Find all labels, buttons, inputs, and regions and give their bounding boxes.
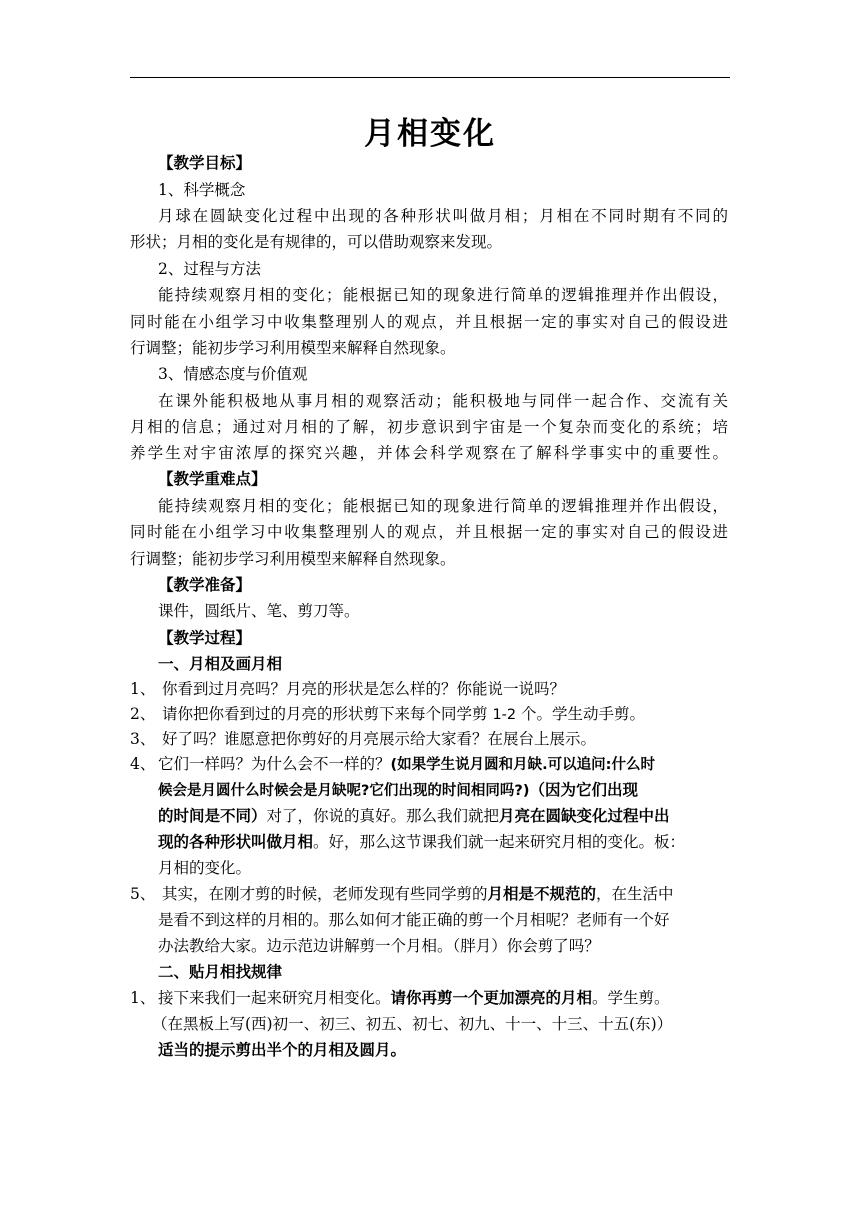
step-number: 4、 [130, 755, 156, 773]
objective-3-line: 月相的信息；通过对月相的了解，初步意识到宇宙是一个复杂而变化的系统；培 [130, 418, 728, 436]
step-number: 5、 [130, 885, 156, 903]
step-text: 你看到过月亮吗？月亮的形状是怎么样的？你能说一说吗？ [162, 680, 566, 698]
objective-3-line: 在课外能积极地从事月相的观察活动；能积极地与同伴一起合作、交流有关 [158, 392, 728, 410]
key-points-line: 能持续观察月相的变化；能根据已知的现象进行简单的逻辑推理并作出假设， [158, 497, 728, 515]
step-number: 1、 [130, 989, 156, 1007]
step-text: 的时间是不同）对了，你说的真好。那么我们就把月亮在圆缺变化过程中出 [158, 806, 670, 825]
part2-heading: 二、贴月相找规律 [158, 962, 283, 981]
objective-2-heading: 2、过程与方法 [158, 260, 261, 278]
preparation-text: 课件，圆纸片、笔、剪刀等。 [158, 602, 360, 620]
key-points-line: 行调整；能初步学习利用模型来解释自然现象。 [130, 550, 456, 568]
objective-3-line: 养学生对宇宙浓厚的探究兴趣，并体会科学观察在了解科学事实中的重要性。 [130, 444, 728, 462]
objective-1-line: 月球在圆缺变化过程中出现的各种形状叫做月相；月相在不同时期有不同的 [158, 207, 728, 225]
objective-2-line: 行调整；能初步学习利用模型来解释自然现象。 [130, 339, 456, 357]
step-number: 3、 [130, 730, 156, 748]
step-text: 月相的变化。 [158, 859, 252, 877]
step-text: 适当的提示剪出半个的月相及圆月。 [158, 1040, 407, 1059]
step-text: 它们一样吗？为什么会不一样的？(如果学生说月圆和月缺.可以追问:什么时 [158, 755, 655, 773]
objective-1-heading: 1、科学概念 [158, 181, 246, 199]
document-title: 月相变化 [364, 116, 496, 152]
preparation-heading: 【教学准备】 [158, 575, 252, 594]
step-text: 现的各种形状叫做月相。好，那么这节课我们就一起来研究月相的变化。板： [158, 832, 686, 851]
step-text: 好了吗？谁愿意把你剪好的月亮展示给大家看？在展台上展示。 [162, 730, 597, 748]
process-heading: 【教学过程】 [158, 628, 252, 647]
objective-1-line: 形状；月相的变化是有规律的，可以借助观察来发现。 [130, 233, 503, 251]
step-text: （在黑板上写(西)初一、初三、初五、初七、初九、十一、十三、十五(东)） [152, 1015, 673, 1033]
step-text: 是看不到这样的月相的。那么如何才能正确的剪一个月相呢？老师有一个好 [158, 911, 670, 929]
step-text: 候会是月圆什么时候会是月缺呢?它们出现的时间相同吗?)（因为它们出现 [158, 780, 638, 799]
step-number: 2、 [130, 705, 156, 723]
header-rule [130, 77, 730, 78]
step-text: 请你把你看到过的月亮的形状剪下来每个同学剪 1-2 个。学生动手剪。 [162, 705, 646, 723]
step-text: 接下来我们一起来研究月相变化。请你再剪一个更加漂亮的月相。学生剪。 [158, 988, 670, 1007]
step-text: 办法教给大家。边示范边讲解剪一个月相。（胖月）你会剪了吗？ [158, 937, 600, 955]
step-text: 其实，在刚才剪的时候，老师发现有些同学剪的月相是不规范的，在生活中 [162, 884, 674, 903]
objectives-heading: 【教学目标】 [158, 153, 252, 172]
objective-3-heading: 3、情感态度与价值观 [158, 365, 308, 383]
step-number: 1、 [130, 680, 156, 698]
objective-2-line: 能持续观察月相的变化；能根据已知的现象进行简单的逻辑推理并作出假设， [158, 286, 728, 304]
part1-heading: 一、月相及画月相 [158, 654, 283, 673]
key-points-heading: 【教学重难点】 [158, 469, 267, 488]
objective-2-line: 同时能在小组学习中收集整理别人的观点，并且根据一定的事实对自己的假设进 [130, 313, 728, 331]
key-points-line: 同时能在小组学习中收集整理别人的观点，并且根据一定的事实对自己的假设进 [130, 523, 728, 541]
